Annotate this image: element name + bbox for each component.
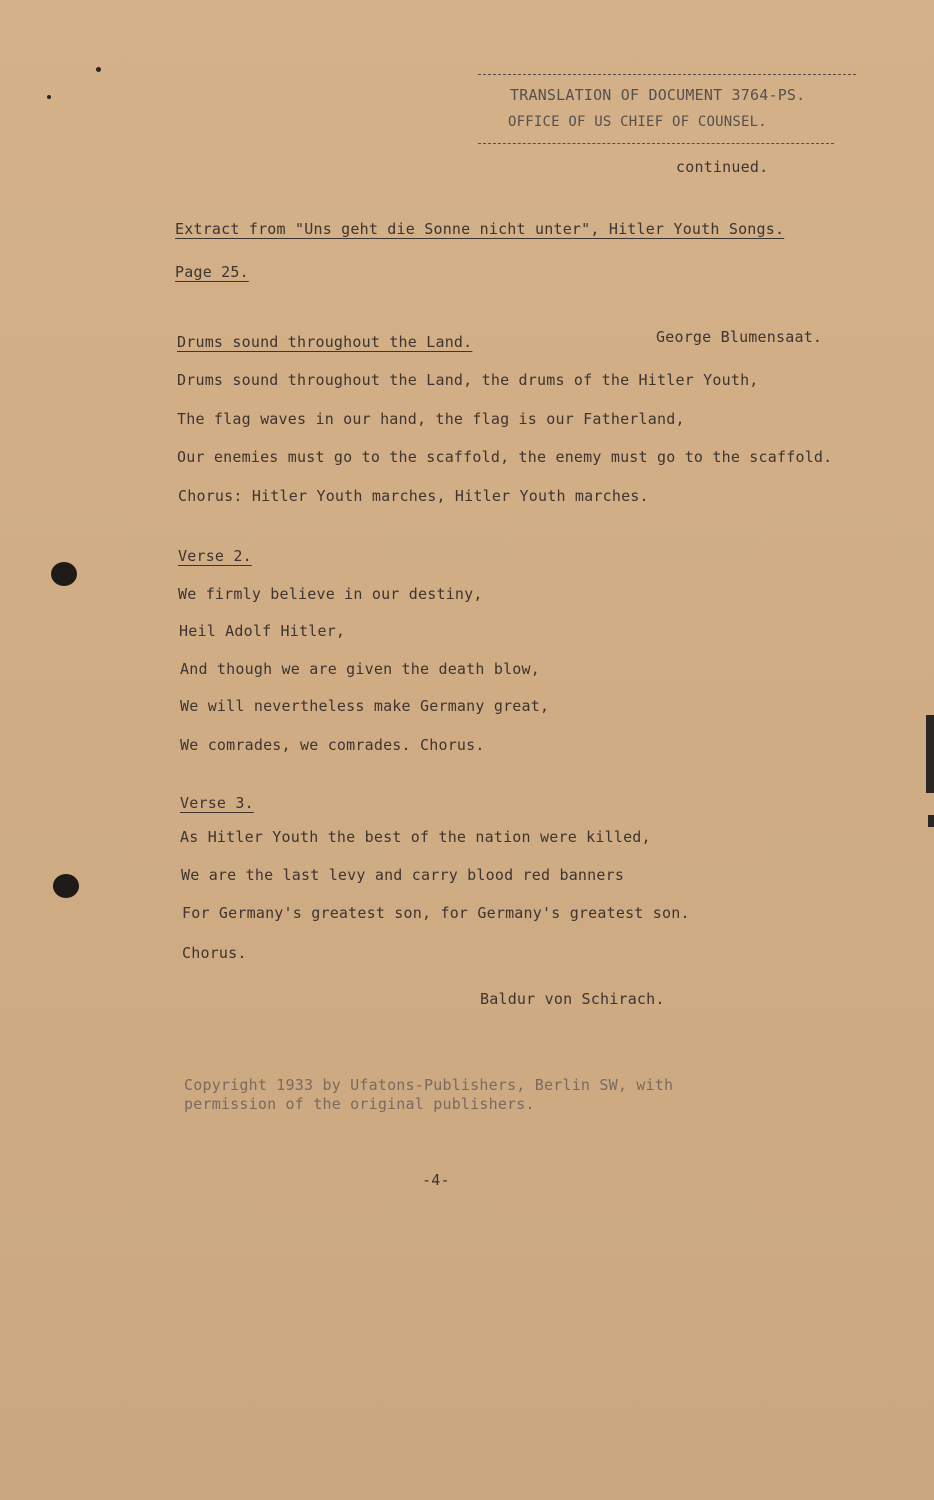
verse-3-heading: Verse 3. bbox=[180, 794, 254, 812]
verse-line: We firmly believe in our destiny, bbox=[178, 585, 483, 603]
header-translation-line: TRANSLATION OF DOCUMENT 3764-PS. bbox=[510, 86, 806, 104]
chorus-line: Chorus: Hitler Youth marches, Hitler Youth marches. bbox=[178, 487, 649, 505]
verse-line: We comrades, we comrades. Chorus. bbox=[180, 736, 485, 754]
header-office-line: OFFICE OF US CHIEF OF COUNSEL. bbox=[508, 114, 767, 130]
verse-2-heading: Verse 2. bbox=[178, 547, 252, 565]
page-edge-shadow bbox=[926, 715, 934, 793]
verse-line: For Germany's greatest son, for Germany's greatest son. bbox=[182, 904, 690, 922]
punch-hole bbox=[51, 562, 77, 586]
verse-line: We are the last levy and carry blood red banners bbox=[181, 866, 625, 884]
ink-spot bbox=[96, 67, 101, 72]
copyright-line-1: Copyright 1933 by Ufatons-Publishers, Berlin SW, with bbox=[184, 1076, 674, 1094]
copyright-line-2: permission of the original publishers. bbox=[184, 1095, 535, 1113]
verse-line: The flag waves in our hand, the flag is our Fatherland, bbox=[177, 410, 685, 428]
extract-title: Extract from "Uns geht die Sonne nicht unter", Hitler Youth Songs. bbox=[175, 220, 785, 238]
chorus-line: Chorus. bbox=[182, 944, 247, 962]
verse-line: We will nevertheless make Germany great, bbox=[180, 697, 550, 715]
ink-spot bbox=[47, 95, 51, 99]
extract-page: Page 25. bbox=[175, 263, 249, 281]
header-rule-bottom bbox=[478, 143, 834, 144]
page-edge-shadow bbox=[928, 815, 934, 827]
page-number: -4- bbox=[422, 1171, 450, 1189]
song-author: George Blumensaat. bbox=[656, 328, 823, 346]
signature: Baldur von Schirach. bbox=[480, 990, 665, 1008]
verse-line: Drums sound throughout the Land, the drums of the Hitler Youth, bbox=[177, 371, 759, 389]
verse-line: Our enemies must go to the scaffold, the enemy must go to the scaffold. bbox=[177, 448, 833, 466]
punch-hole bbox=[53, 874, 79, 898]
continued-note: continued. bbox=[676, 158, 769, 176]
verse-line: Heil Adolf Hitler, bbox=[179, 622, 346, 640]
header-rule-top bbox=[478, 74, 856, 75]
verse-line: As Hitler Youth the best of the nation were killed, bbox=[180, 828, 651, 846]
verse-line: And though we are given the death blow, bbox=[180, 660, 540, 678]
song-title: Drums sound throughout the Land. bbox=[177, 333, 473, 351]
